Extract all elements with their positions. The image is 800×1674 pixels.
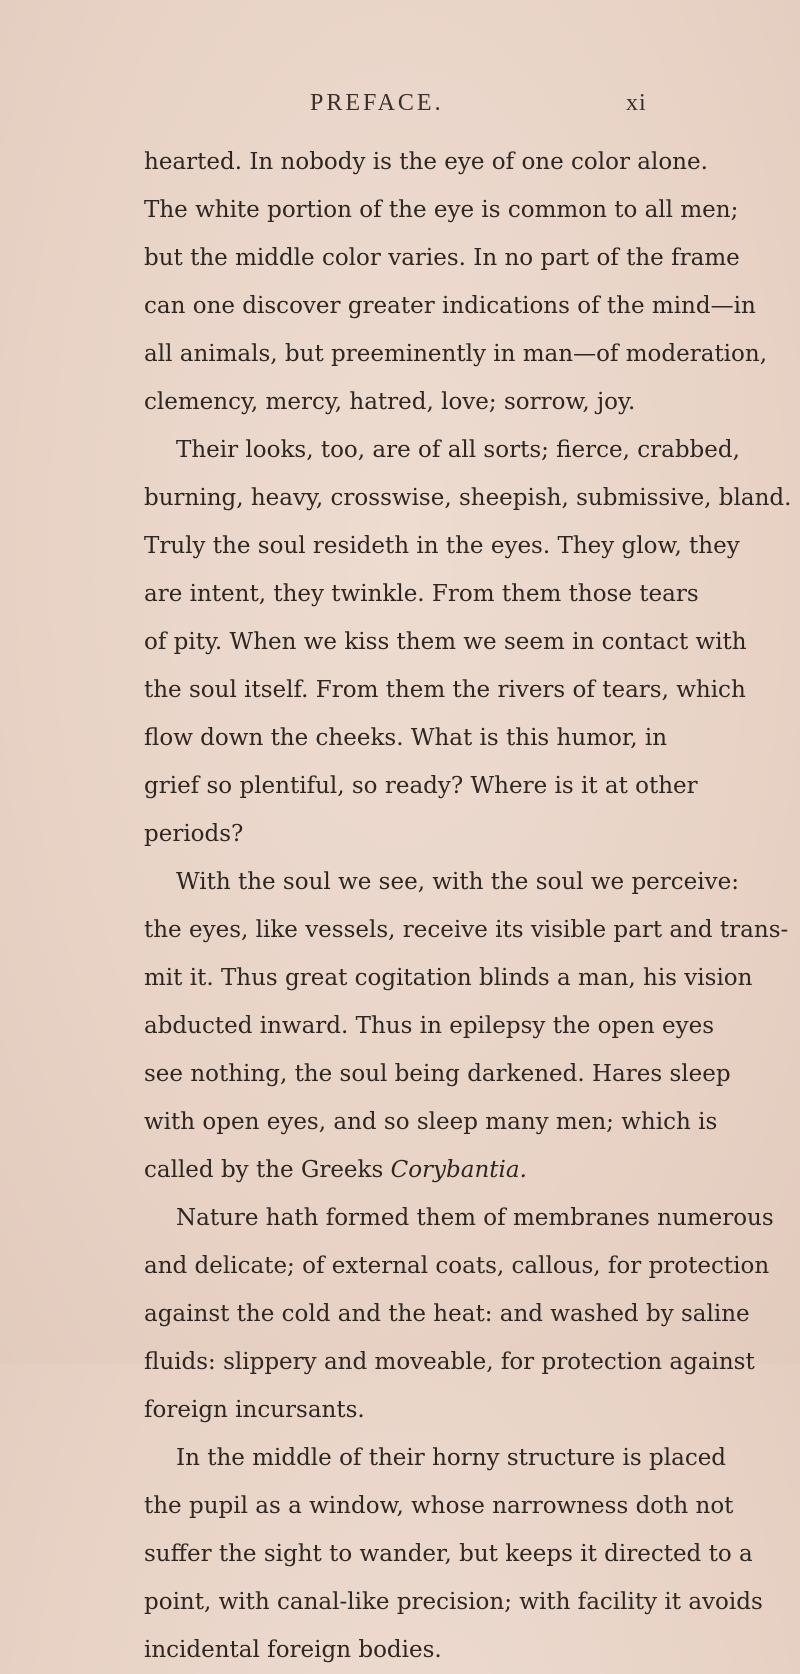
text-line-content: suffer the sight to wander, but keeps it directed to a	[144, 1541, 753, 1567]
text-line-content: with open eyes, and so sleep many men; which is	[144, 1109, 718, 1135]
text-line	[144, 1002, 715, 1050]
text-line	[144, 522, 740, 570]
text-line-content: mit it. Thus great cogitation blinds a man, his vision	[144, 965, 753, 991]
text-line-content: Nature hath formed them of membranes numerous	[176, 1205, 774, 1231]
text-line	[144, 1146, 656, 1194]
text-line	[144, 474, 792, 522]
text-line	[144, 282, 756, 330]
text-line	[144, 378, 656, 426]
text-line	[144, 1338, 755, 1386]
text-line	[144, 186, 739, 234]
text-line	[144, 1194, 774, 1242]
text-line-content: are intent, they twinkle. From them those tears	[144, 581, 699, 607]
running-head	[0, 90, 800, 130]
text-line	[144, 666, 746, 714]
text-line	[144, 810, 656, 858]
text-line-content: abducted inward. Thus in epilepsy the open eyes	[144, 1013, 715, 1039]
text-line-content: In the middle of their horny structure is placed	[176, 1445, 727, 1471]
text-line-content: hearted. In nobody is the eye of one color alone.	[144, 149, 708, 175]
text-line	[144, 1482, 734, 1530]
text-line-content: burning, heavy, crosswise, sheepish, submissive, bland.	[144, 485, 792, 511]
text-line	[144, 714, 668, 762]
text-line-content: can one discover greater indications of the mind—in	[144, 293, 756, 319]
text-line-content: periods?	[144, 821, 244, 847]
text-line-content: see nothing, the soul being darkened. Hares sleep	[144, 1061, 731, 1087]
text-line	[144, 954, 753, 1002]
text-line	[144, 426, 740, 474]
text-line-content: Truly the soul resideth in the eyes. They glow, they	[144, 533, 740, 559]
text-line	[144, 618, 747, 666]
text-line	[144, 762, 698, 810]
text-line-content: foreign incursants.	[144, 1397, 365, 1423]
text-line-content: With the soul we see, with the soul we perceive:	[176, 869, 739, 895]
text-line-content: incidental foreign bodies.	[144, 1637, 442, 1663]
text-line	[144, 1242, 770, 1290]
text-line	[144, 234, 740, 282]
text-line-content: against the cold and the heat: and washed by saline	[144, 1301, 750, 1327]
text-line-content: but the middle color varies. In no part of the frame	[144, 245, 740, 271]
text-line-content: the eyes, like vessels, receive its visible part and trans-	[144, 917, 789, 943]
text-line	[144, 1530, 753, 1578]
running-head-title: PREFACE.	[310, 90, 444, 116]
text-line	[144, 1050, 731, 1098]
page-number: xi	[626, 90, 647, 116]
text-line	[144, 906, 789, 954]
text-line-content: flow down the cheeks. What is this humor, in	[144, 725, 668, 751]
text-line-content: all animals, but preeminently in man—of moderation,	[144, 341, 768, 367]
text-line-content: point, with canal-like precision; with facility it avoids	[144, 1589, 763, 1615]
text-line-content: grief so plentiful, so ready? Where is it at other	[144, 773, 698, 799]
text-line-content: clemency, mercy, hatred, love; sorrow, joy.	[144, 389, 636, 415]
text-line-content: the pupil as a window, whose narrowness doth not	[144, 1493, 734, 1519]
text-line-content: fluids: slippery and moveable, for protection against	[144, 1349, 755, 1375]
text-line	[144, 1386, 656, 1434]
text-line	[144, 1626, 656, 1674]
text-line-content: called by the Greeks	[144, 1157, 391, 1183]
text-line-content: and delicate; of external coats, callous, for protection	[144, 1253, 770, 1279]
text-line	[144, 1578, 763, 1626]
text-line	[144, 1290, 750, 1338]
text-line-content: Their looks, too, are of all sorts; fierce, crabbed,	[176, 437, 740, 463]
text-line	[144, 858, 739, 906]
text-line	[144, 330, 768, 378]
text-line-content: The white portion of the eye is common to all men;	[144, 197, 739, 223]
text-line	[144, 1098, 718, 1146]
text-line	[144, 138, 708, 186]
body-text	[144, 138, 792, 1674]
text-line-content: of pity. When we kiss them we seem in contact with	[144, 629, 747, 655]
text-line	[144, 570, 699, 618]
text-line	[144, 1434, 727, 1482]
italic-term: Corybantia.	[390, 1157, 527, 1183]
text-line-content: the soul itself. From them the rivers of tears, which	[144, 677, 746, 703]
